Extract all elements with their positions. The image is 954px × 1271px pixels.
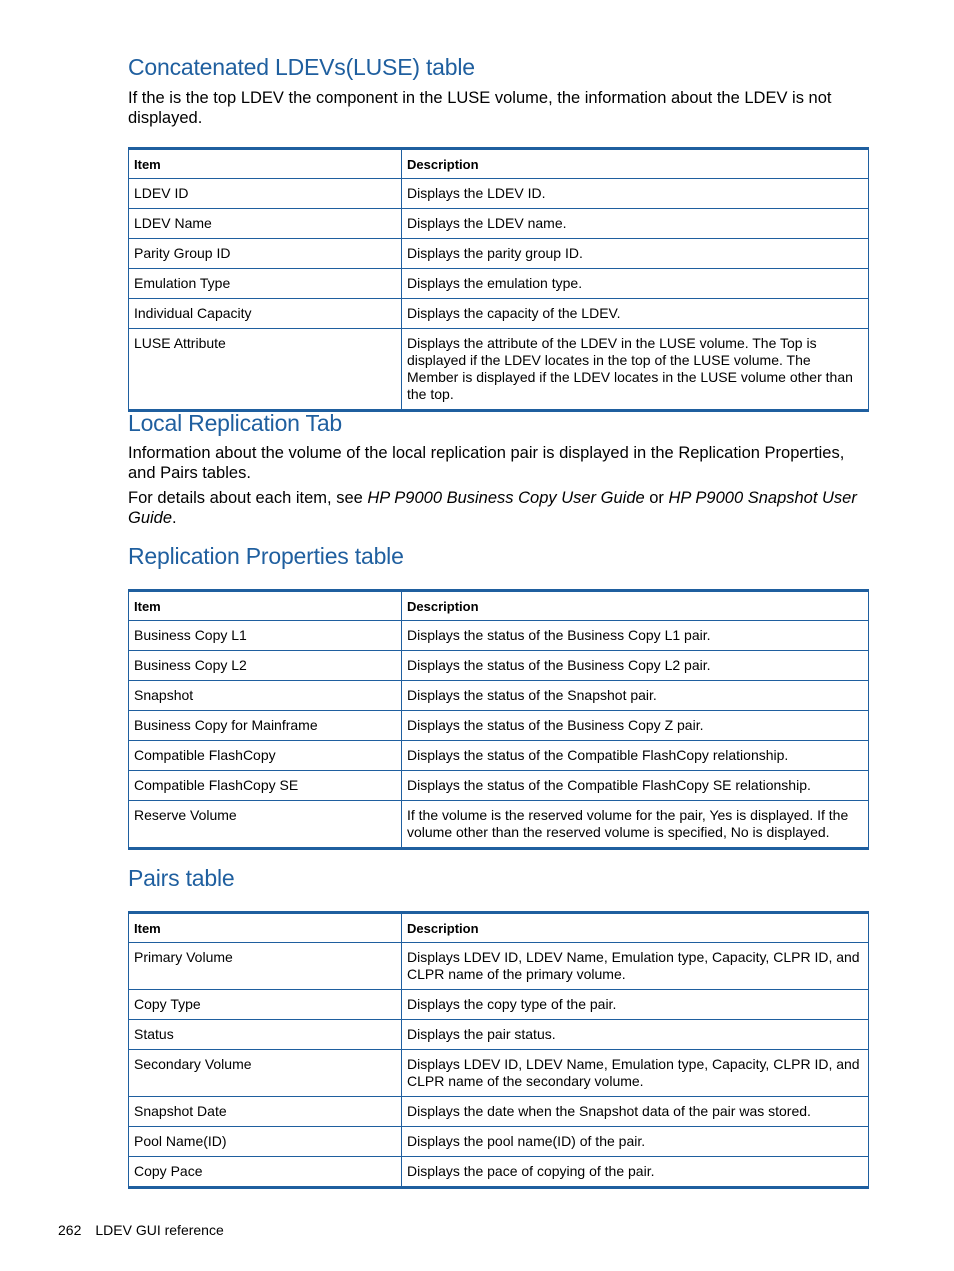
table-row (129, 179, 869, 209)
ref-snapshot-guide: HP P9000 Snapshot User Guide (128, 489, 857, 527)
description-cell: Displays the capacity of the LDEV. (402, 299, 869, 329)
item-cell: Business Copy for Mainframe (129, 711, 402, 741)
item-cell: Parity Group ID (129, 239, 402, 269)
description-cell: Displays the date when the Snapshot data of the pair was stored. (402, 1097, 869, 1127)
item-cell: Compatible FlashCopy SE (129, 771, 402, 801)
description-cell: Displays LDEV ID, LDEV Name, Emulation type, Capacity, CLPR ID, and CLPR name of the primary volume. (402, 943, 869, 990)
description-cell: Displays LDEV ID, LDEV Name, Emulation type, Capacity, CLPR ID, and CLPR name of the secondary volume. (402, 1050, 869, 1097)
table-row (129, 1127, 869, 1157)
table-row (129, 943, 869, 990)
description-cell: Displays the attribute of the LDEV in the LUSE volume. The Top is displayed if the LDEV locates in the top of the LUSE volume. The Member is displayed if the LDEV locates in the LUSE volume other than the top. (402, 329, 869, 411)
column-header-description: Description (402, 913, 869, 943)
table-header-row (129, 913, 869, 943)
item-cell: Emulation Type (129, 269, 402, 299)
table-row (129, 681, 869, 711)
description-cell: Displays the emulation type. (402, 269, 869, 299)
table-row (129, 621, 869, 651)
table-row (129, 651, 869, 681)
local-replication-para1: Information about the volume of the local replication pair is displayed in the Replication Properties, and Pairs tables. (128, 444, 845, 482)
section-title-luse: Concatenated LDEVs(LUSE) table (128, 54, 475, 80)
item-cell: Copy Type (129, 990, 402, 1020)
item-cell: LDEV Name (129, 209, 402, 239)
description-cell: Displays the status of the Compatible FlashCopy SE relationship. (402, 771, 869, 801)
table-row (129, 1157, 869, 1188)
description-cell: Displays the status of the Compatible FlashCopy relationship. (402, 741, 869, 771)
item-cell: Business Copy L1 (129, 621, 402, 651)
item-cell: LDEV ID (129, 179, 402, 209)
item-cell: Secondary Volume (129, 1050, 402, 1097)
column-header-description: Description (402, 149, 869, 179)
item-cell: Pool Name(ID) (129, 1127, 402, 1157)
page-number: 262 (58, 1222, 82, 1238)
description-cell: Displays the status of the Business Copy Z pair. (402, 711, 869, 741)
column-header-item: Item (129, 913, 402, 943)
luse-table (128, 147, 869, 412)
column-header-item: Item (129, 591, 402, 621)
item-cell: Copy Pace (129, 1157, 402, 1188)
item-cell: Business Copy L2 (129, 651, 402, 681)
section-title-replication-properties: Replication Properties table (128, 543, 404, 569)
item-cell: Primary Volume (129, 943, 402, 990)
description-cell: Displays the LDEV name. (402, 209, 869, 239)
description-cell: If the volume is the reserved volume for the pair, Yes is displayed. If the volume other than the reserved volume is specified, No is displayed. (402, 801, 869, 849)
section-title-pairs: Pairs table (128, 865, 235, 891)
description-cell: Displays the parity group ID. (402, 239, 869, 269)
local-replication-para2 (128, 489, 873, 528)
replication-properties-table (128, 589, 869, 850)
table-row (129, 1050, 869, 1097)
luse-intro: If the is the top LDEV the component in the LUSE volume, the information about the LDEV is not displayed. (128, 89, 832, 127)
description-cell: Displays the copy type of the pair. (402, 990, 869, 1020)
table-row (129, 1097, 869, 1127)
ref-business-copy-guide: HP P9000 Business Copy User Guide (367, 489, 645, 507)
para2-mid: or (644, 489, 669, 507)
page-footer (58, 1222, 224, 1238)
description-cell: Displays the status of the Business Copy L2 pair. (402, 651, 869, 681)
item-cell: Snapshot Date (129, 1097, 402, 1127)
para2-suffix: . (172, 508, 177, 527)
description-cell: Displays the status of the Business Copy L1 pair. (402, 621, 869, 651)
table-row (129, 299, 869, 329)
item-cell: Snapshot (129, 681, 402, 711)
section-title-local-replication: Local Replication Tab (128, 410, 343, 436)
table-row (129, 990, 869, 1020)
para2-prefix: For details about each item, see (128, 489, 368, 507)
pairs-table (128, 911, 869, 1189)
item-cell: Compatible FlashCopy (129, 741, 402, 771)
description-cell: Displays the pair status. (402, 1020, 869, 1050)
item-cell: LUSE Attribute (129, 329, 402, 411)
table-row (129, 1020, 869, 1050)
table-header-row (129, 591, 869, 621)
table-row (129, 239, 869, 269)
item-cell: Reserve Volume (129, 801, 402, 849)
footer-section-title: LDEV GUI reference (95, 1222, 224, 1238)
column-header-description: Description (402, 591, 869, 621)
item-cell: Status (129, 1020, 402, 1050)
table-header-row (129, 149, 869, 179)
column-header-item: Item (129, 149, 402, 179)
table-row (129, 711, 869, 741)
description-cell: Displays the status of the Snapshot pair. (402, 681, 869, 711)
table-row (129, 771, 869, 801)
description-cell: Displays the pool name(ID) of the pair. (402, 1127, 869, 1157)
description-cell: Displays the LDEV ID. (402, 179, 869, 209)
table-row (129, 269, 869, 299)
table-row (129, 329, 869, 411)
description-cell: Displays the pace of copying of the pair. (402, 1157, 869, 1188)
table-row (129, 801, 869, 849)
table-row (129, 209, 869, 239)
item-cell: Individual Capacity (129, 299, 402, 329)
table-row (129, 741, 869, 771)
